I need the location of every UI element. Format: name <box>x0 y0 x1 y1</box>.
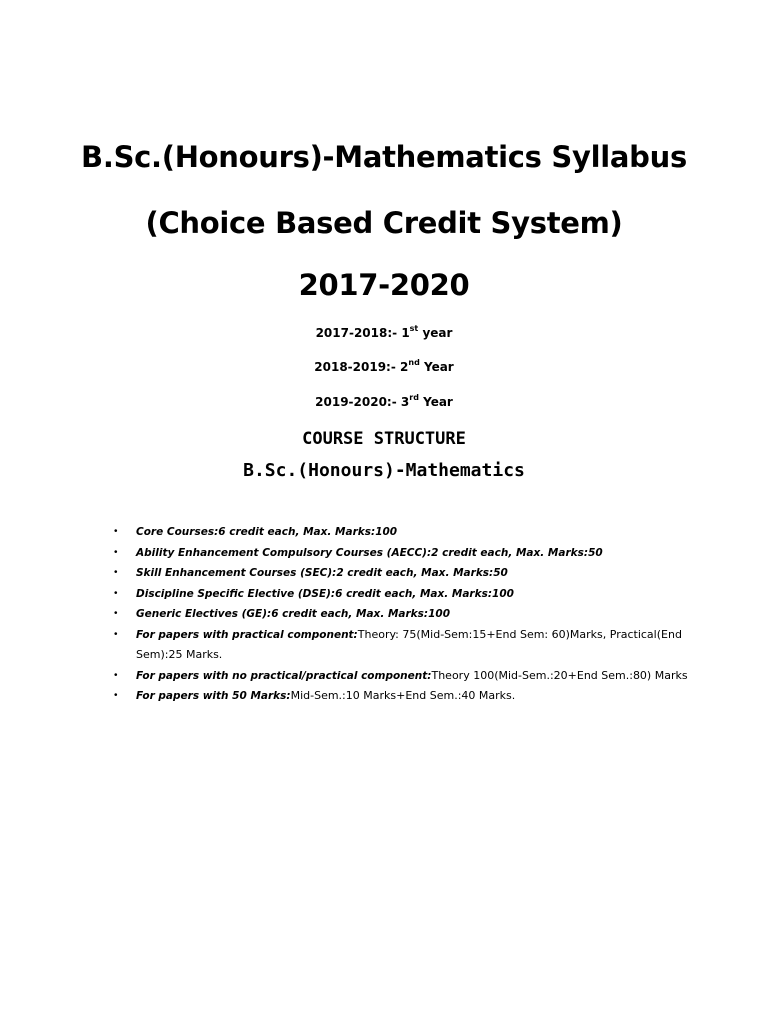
course-structure-subheading: B.Sc.(Honours)-Mathematics <box>243 460 525 481</box>
item-label: Generic Electives (GE):6 credit each, Max. Marks:100 <box>136 608 451 620</box>
year-3-ordinal: rd <box>409 393 419 402</box>
item-label: For papers with 50 Marks: <box>136 690 291 702</box>
bullet-icon: • <box>114 587 118 599</box>
item-label: Ability Enhancement Compulsory Courses (AECC):2 credit each, Max. Marks:50 <box>136 546 603 559</box>
year-line-3 <box>0 393 768 409</box>
bullet-icon: • <box>114 608 118 619</box>
list-item <box>114 686 714 707</box>
year-3-text: 2019-2020:- 3 <box>315 395 410 409</box>
item-text: Mid-Sem.:10 Marks+End Sem.:40 Marks. <box>290 689 516 702</box>
item-label: Discipline Specific Elective (DSE):6 credit each, Max. Marks:100 <box>136 587 514 600</box>
year-1-ordinal: st <box>409 324 419 333</box>
bullet-icon: • <box>114 628 118 640</box>
list-item <box>114 543 714 564</box>
credit-system-title: (Choice Based Credit System) <box>145 206 623 240</box>
year-line-2 <box>0 358 768 374</box>
year-line-1 <box>0 324 768 340</box>
item-text: Theory: 75(Mid-Sem:15+End Sem: 60)Marks, Practical(End Sem):25 Marks. <box>136 627 682 661</box>
course-structure-list <box>114 522 714 707</box>
list-item <box>114 584 714 605</box>
year-2-ordinal: nd <box>408 358 420 367</box>
year-2-text: 2018-2019:- 2 <box>314 360 409 374</box>
bullet-icon: • <box>114 546 118 558</box>
bullet-icon: • <box>114 526 118 537</box>
course-structure-heading: COURSE STRUCTURE <box>302 429 466 449</box>
year-1-suffix: year <box>418 326 453 340</box>
item-label: Skill Enhancement Courses (SEC):2 credit each, Max. Marks:50 <box>136 567 508 579</box>
session-years-title: 2017-2020 <box>298 268 470 302</box>
list-item <box>114 666 714 687</box>
year-1-text: 2017-2018:- 1 <box>315 326 410 340</box>
year-3-suffix: Year <box>418 395 453 409</box>
syllabus-title: B.Sc.(Honours)-Mathematics Syllabus <box>81 140 687 174</box>
list-item <box>114 604 714 625</box>
item-label: Core Courses:6 credit each, Max. Marks:100 <box>136 526 398 538</box>
item-label: For papers with practical component: <box>136 628 358 641</box>
bullet-icon: • <box>114 690 118 701</box>
year-2-suffix: Year <box>419 360 454 374</box>
item-text: Theory 100(Mid-Sem.:20+End Sem.:80) Marks <box>431 668 688 682</box>
bullet-icon: • <box>114 669 118 681</box>
list-item <box>114 563 714 584</box>
list-item <box>114 522 714 543</box>
bullet-icon: • <box>114 567 118 578</box>
list-item <box>114 625 714 666</box>
item-label: For papers with no practical/practical component: <box>136 669 432 682</box>
